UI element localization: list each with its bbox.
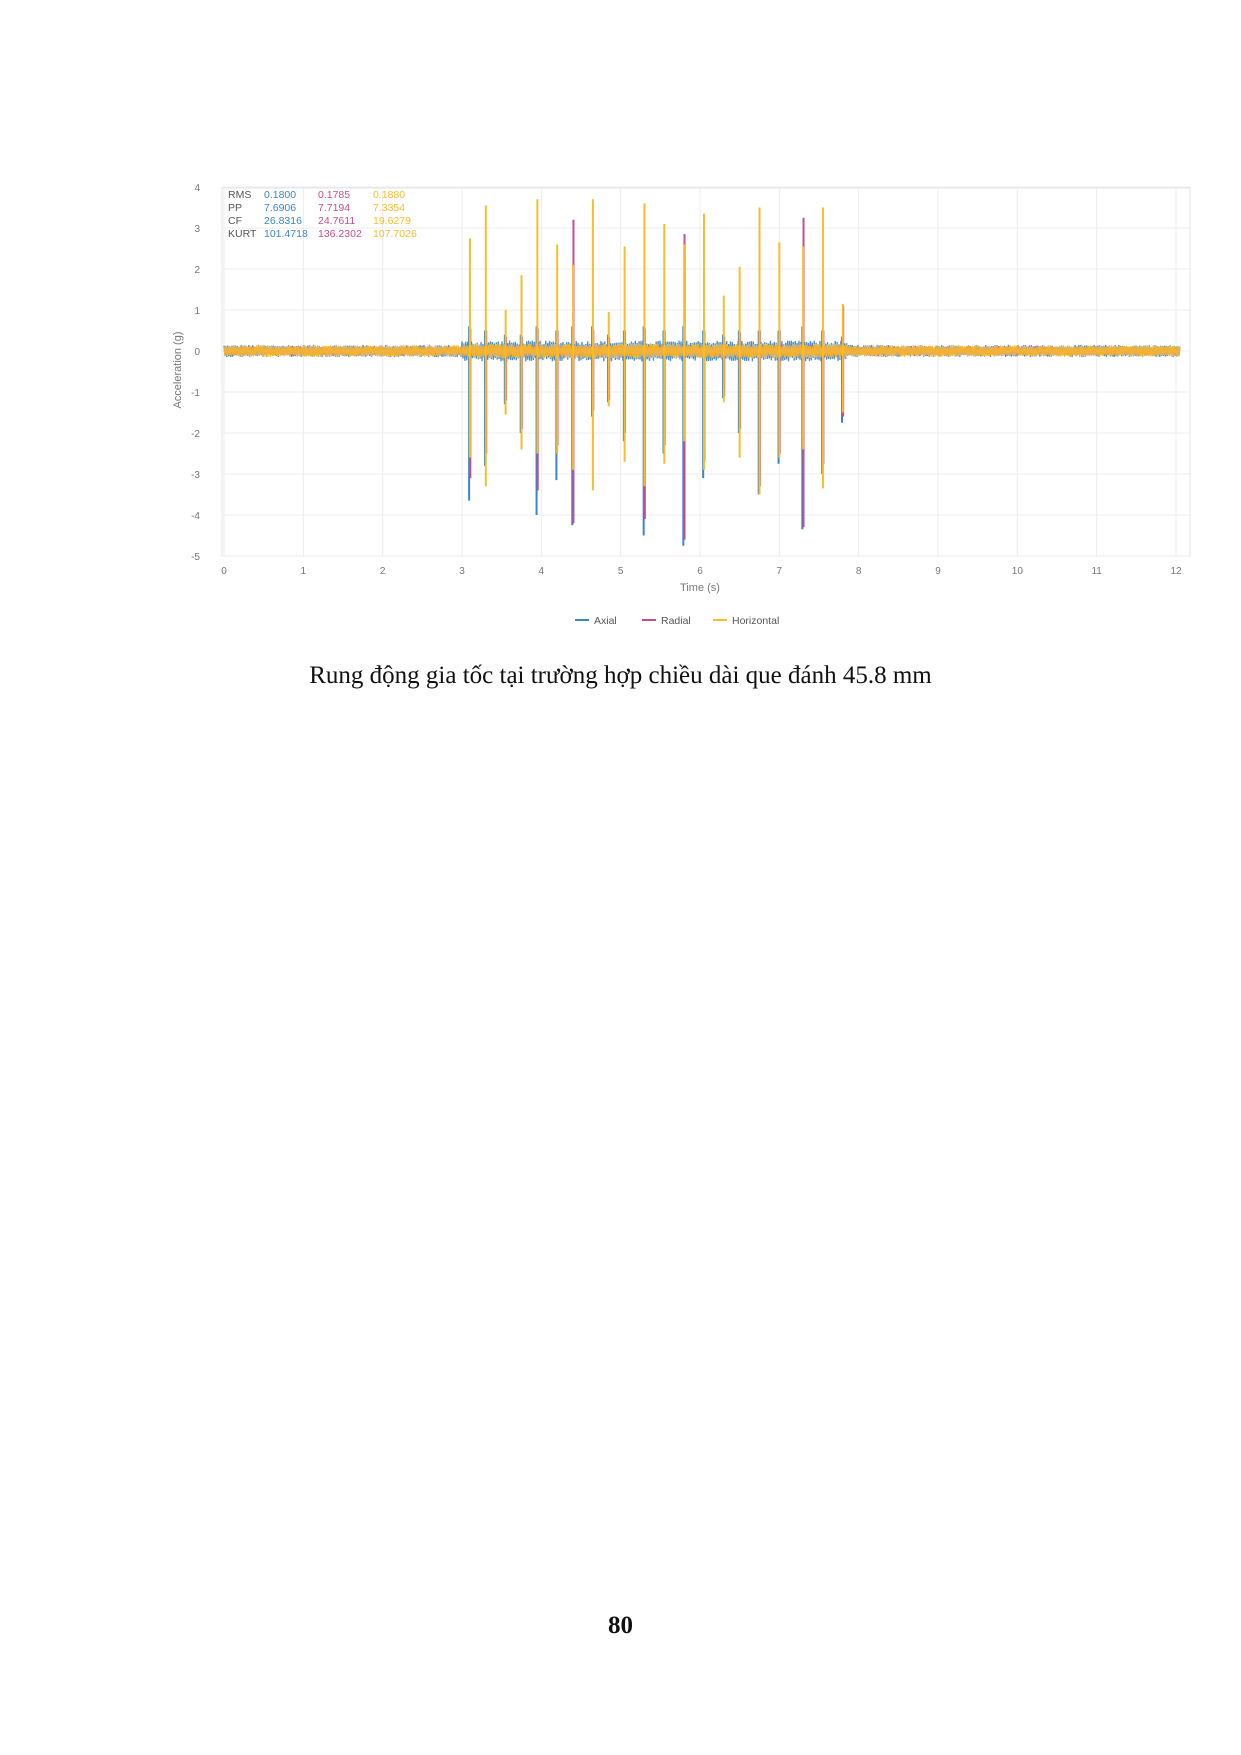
y-tick-label: 3 xyxy=(194,224,200,235)
stat-axial: 101.4718 xyxy=(264,228,308,240)
stat-horizontal: 19.6279 xyxy=(373,215,411,227)
stat-label: CF xyxy=(228,215,242,227)
y-tick-label: -5 xyxy=(191,552,200,563)
x-tick-label: 4 xyxy=(538,566,545,577)
y-tick-label: -2 xyxy=(191,429,200,440)
y-tick-label: -1 xyxy=(191,388,200,399)
y-tick-label: -4 xyxy=(191,511,200,522)
stat-horizontal: 0.1880 xyxy=(373,189,406,201)
stat-radial: 24.7611 xyxy=(318,215,356,227)
y-tick-label: -3 xyxy=(191,470,200,481)
plot-frame xyxy=(222,188,1190,556)
x-tick-label: 6 xyxy=(697,566,703,577)
y-tick-label: 2 xyxy=(194,265,200,276)
stat-axial: 26.8316 xyxy=(264,215,302,227)
stat-horizontal: 7.3354 xyxy=(373,202,406,214)
x-tick-label: 5 xyxy=(617,566,624,577)
stat-horizontal: 107.7026 xyxy=(373,228,417,240)
legend-label: Horizontal xyxy=(732,615,780,627)
y-tick-label: 0 xyxy=(194,347,200,358)
stat-label: PP xyxy=(228,202,243,214)
y-axis-label: Acceleration (g) xyxy=(172,331,184,409)
y-tick-label: 1 xyxy=(194,306,200,317)
legend xyxy=(575,615,779,627)
x-tick-label: 11 xyxy=(1091,566,1102,577)
legend-label: Axial xyxy=(594,615,617,627)
x-axis-label: Time (s) xyxy=(680,582,720,594)
x-tick-label: 1 xyxy=(300,566,307,577)
x-tick-label: 0 xyxy=(221,566,227,577)
stat-radial: 7.7194 xyxy=(318,202,351,214)
x-tick-label: 10 xyxy=(1011,566,1023,577)
stat-axial: 0.1800 xyxy=(264,189,297,201)
stat-label: RMS xyxy=(228,189,252,201)
x-tick-label: 12 xyxy=(1170,566,1182,577)
stat-label: KURT xyxy=(228,228,257,240)
x-tick-label: 2 xyxy=(379,566,386,577)
x-tick-label: 3 xyxy=(459,566,465,577)
x-tick-label: 9 xyxy=(935,566,941,577)
acceleration-chart xyxy=(0,0,1241,640)
y-tick-label: 4 xyxy=(194,183,200,194)
stat-radial: 136.2302 xyxy=(318,228,362,240)
stat-radial: 0.1785 xyxy=(318,189,351,201)
x-tick-label: 7 xyxy=(776,566,783,577)
x-tick-label: 8 xyxy=(855,566,862,577)
page-number: 80 xyxy=(608,1612,633,1639)
plot-area xyxy=(222,188,1190,556)
legend-label: Radial xyxy=(661,615,691,627)
stat-axial: 7.6906 xyxy=(264,202,297,214)
figure-caption: Rung động gia tốc tại trường hợp chiều dài que đánh 45.8 mm xyxy=(309,662,932,689)
